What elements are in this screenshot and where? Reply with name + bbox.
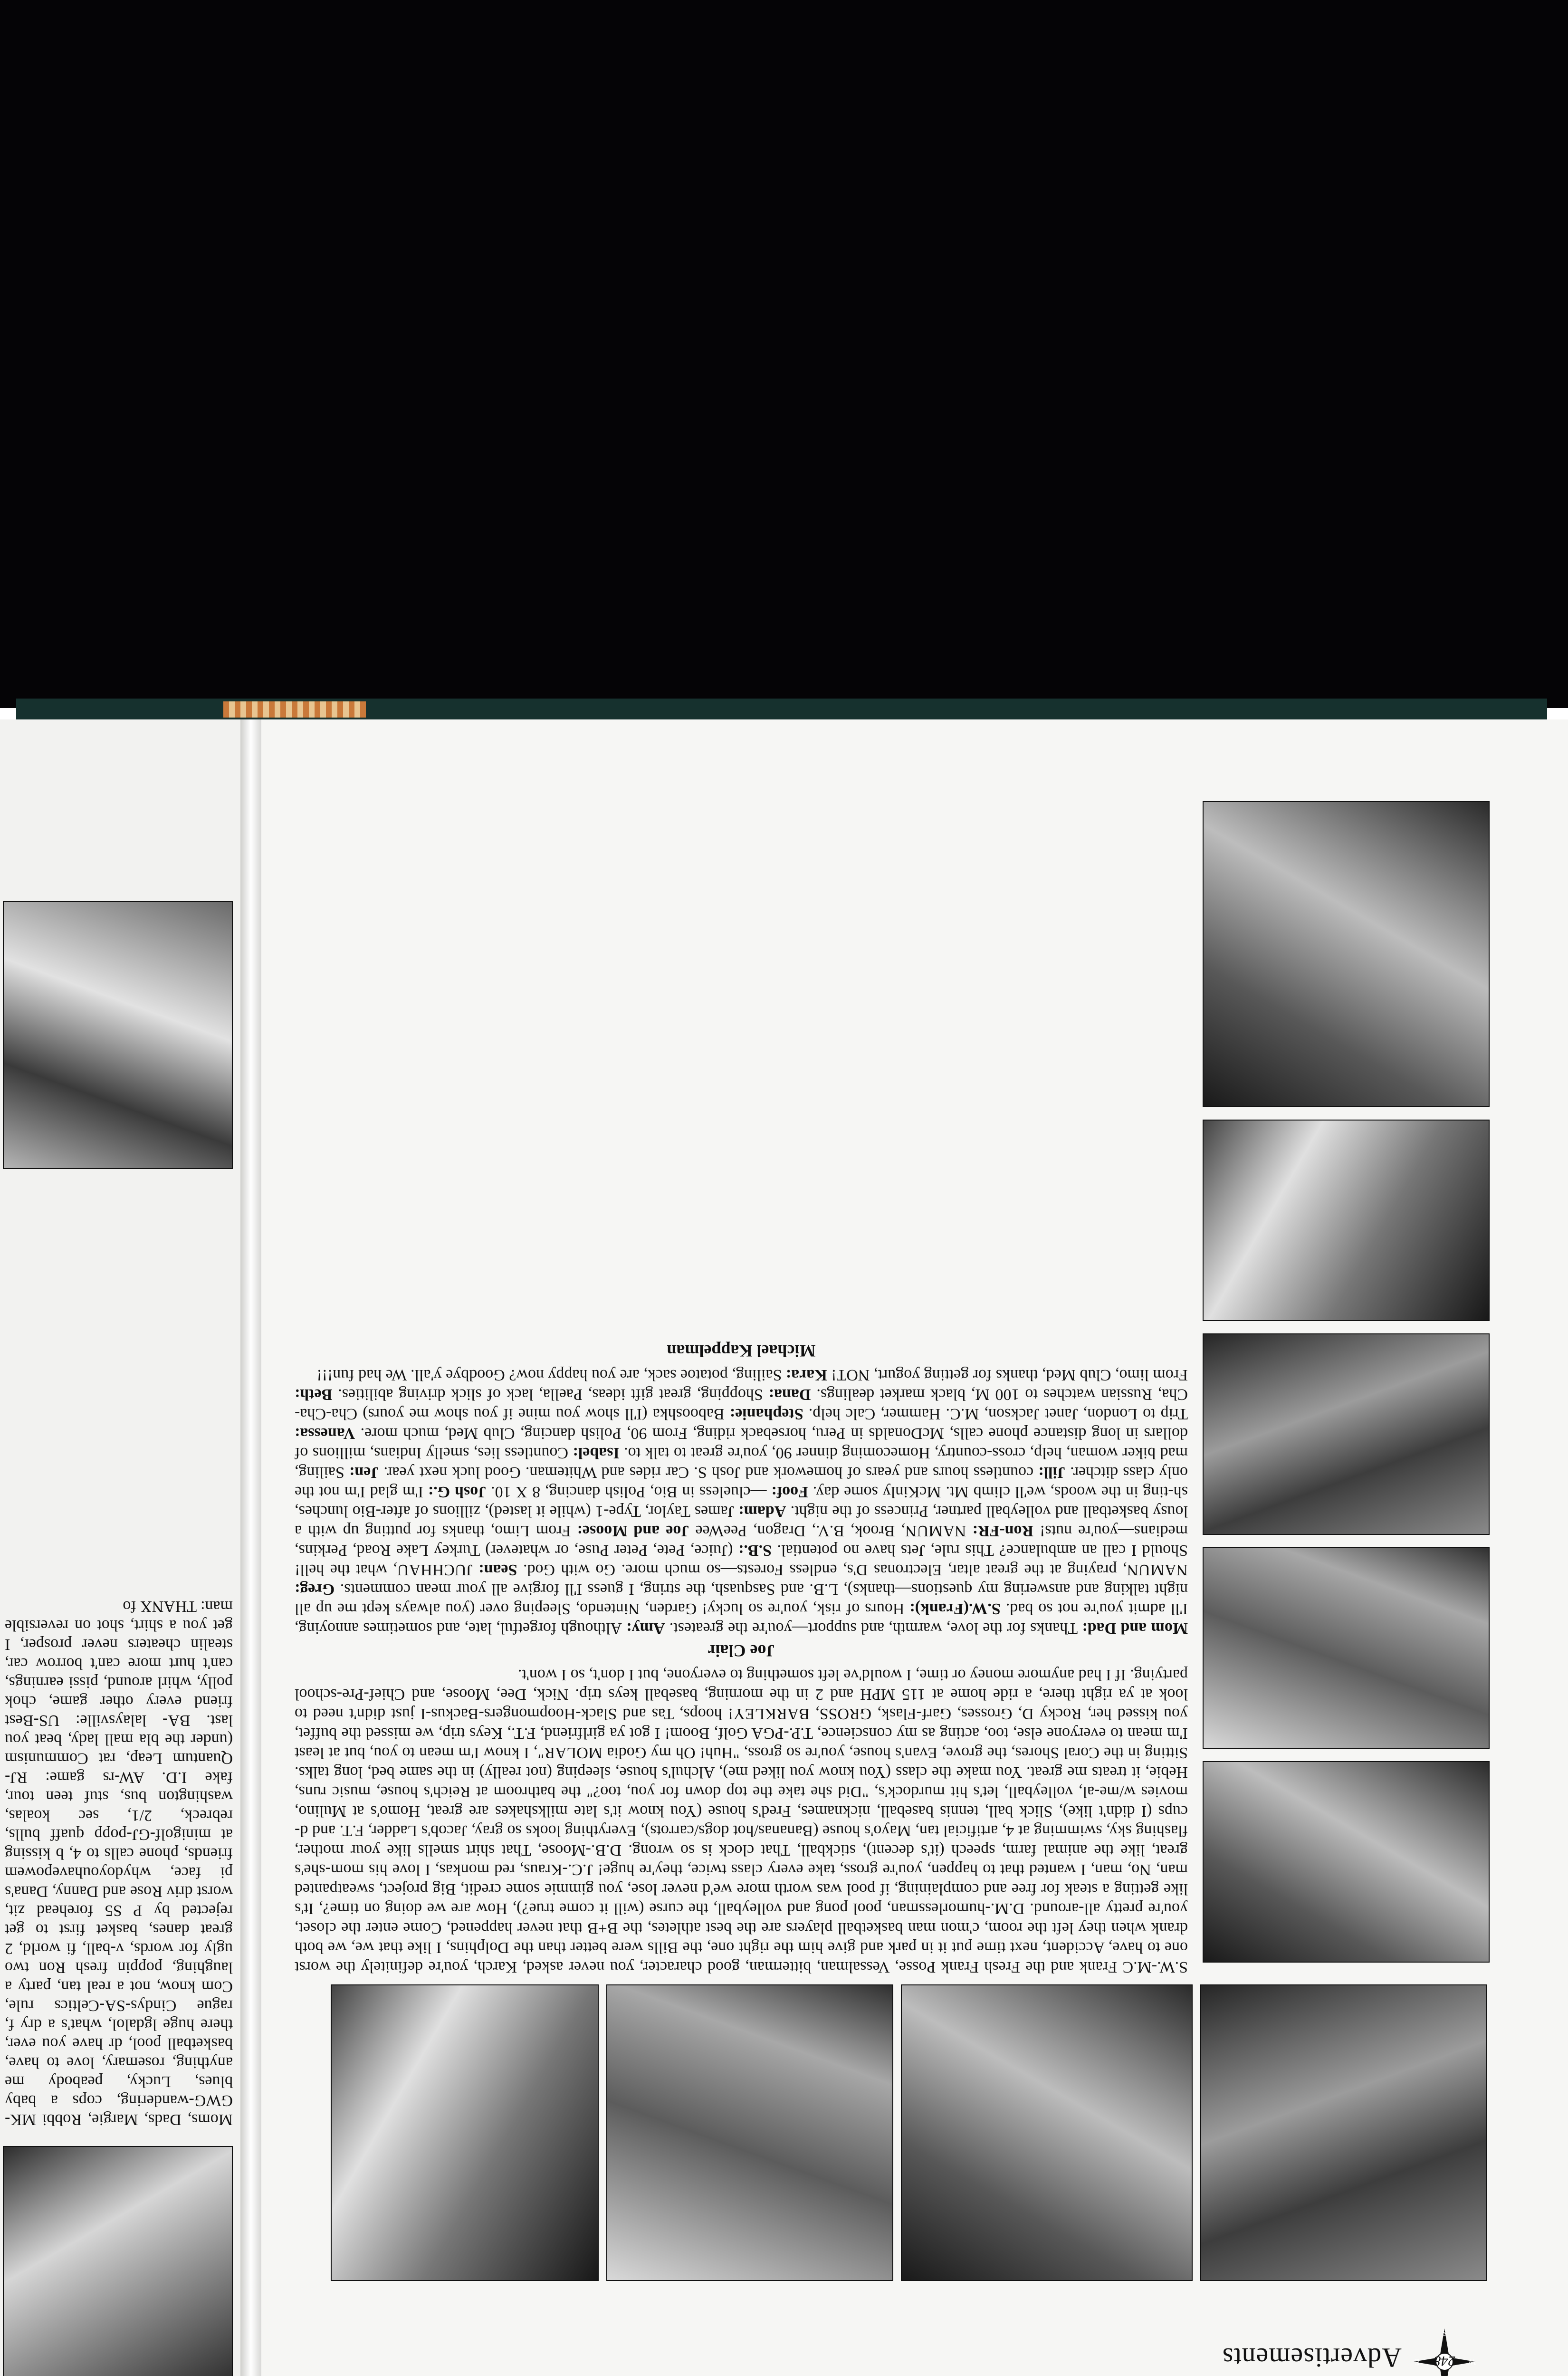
entry-name: S.B.: xyxy=(733,1542,772,1559)
entry-text: Thanks for the love, warmth, and support—you're the greatest. xyxy=(665,1619,1078,1637)
entry-name: Adam: xyxy=(734,1503,786,1520)
tribute-text: S.W.-M.C Frank and the Fresh Frank Posse, Vessalman, bitterman, good character, you never asked, Karch, you're definitely the worst one to have, Accident, next time put it in park and give him the right one, the Bills were better than the Dolphins, I like that we, we both drank when they left the room, c'mon man basketball players are the best athletes, the B+B that never happened, Come enter the closet, you're pretty all-around. D.M.-humorlessman, pool pong and volleyball, the curse (will it come true?), How are we doing on time?, It's like getting a steak for free and complaining, if pool was worth more we'd never lose, you gimmie some credit, Big project, sweatpanted man, No, man, I wanted that to happen, you're gross, take every class twice, they're huge! J.C.-Kraus, red monkas, I love his mom-she's great, like the animal farm, speech (it's decent), stickball, That clock is so wrong. D.B.-Moose, That shirt smells like your mother, flashing sky, swimming at 4, artificial tan, Mayo's house (Bananas/hot dogs/carrots), Everything looks so gray, Jacob's Ladder, F.T. and d-cups (I didn't like), Slick ball, tennis baseball, nicknames, Fred's house (You know it's late milkshakes are great, Homo's at Mulino, movies w/me-al, volleyball, let's hit murdock's, "Did she take the top down for you, too?" the bathroom at Reich's house, music runs, Hebie, it treats me great. You make the class (You know you liked me), Alchul's house, sleeping (not really) in the same bed, long talks. Sitting in the Coral Shores, the grove, Evan's house, you're so gross, "Huh! Oh my Godia MOLAR", I know I'm mean to you, but at least I'm mean to everyone else, too, acting as my conscience, T.P.-PGA Golf, Boom! I got ya girlfriend, F.T., Keys trip, we missed the buffet, you kissed her, Rocky D, Grosses, Garf-Flask, GROSS, BARKLEY! hoops, Tas and Slack-Hoopmongers-Backus-I just didn't need to look at ya right there, a ride home at 115 MPH and 2 in the morning, baseball keys trip. Nick, Dee, Moose, and Chief-Pre-school partying. If I had anymore money or time, I would've left something to everyone, but I don't, so I won't. xyxy=(295,1666,1188,1976)
entry-text: Trip to London, Janet Jackson, M.C. Hammer, Calc help. xyxy=(803,1405,1188,1423)
entry-name: Mom and Dad: xyxy=(1078,1619,1188,1637)
photo-column-e xyxy=(1203,801,1490,1107)
entry-text: Countless lies, smelly Indians, millions of dollars in long distance phone calls, McDonalds in Peru, horseback riding, From 90, Polish dancing, Club Med, much more. xyxy=(295,1425,1188,1462)
entry-text: countless hours and years of homework and Josh S. Car rides and Whiteman. Good luck next year. xyxy=(379,1464,1034,1481)
entry-text: I'm glad I'm not the only class ditcher. xyxy=(294,1464,1188,1501)
photo-3 xyxy=(606,1984,893,2281)
compass-letter: E xyxy=(1414,2357,1420,2367)
entry-name: Greg: xyxy=(295,1581,335,1598)
section-heading: Joe Clair xyxy=(708,1641,775,1660)
entry-name: Foof: xyxy=(766,1483,808,1501)
photo-column-c xyxy=(1203,1333,1490,1535)
entry-name: S.W.(Frank): xyxy=(904,1600,1001,1618)
entry-name: Vanessa: xyxy=(295,1425,355,1442)
entry-text: Sailing, potatoe sack, are you happy now? Goodbye y'all. We had fun!!! xyxy=(316,1366,782,1384)
entry-text: Sailing, mad biker woman, help, cross-country, Homecoming dinner 90, you're great to talk to. xyxy=(295,1444,1188,1481)
entry-name: Stephanie: xyxy=(724,1405,803,1423)
entry-text: —clueless in Bio, Polish dancing, 8 X 10. xyxy=(486,1483,767,1501)
entry-text: Babooshka (I'll show you mine if you show me yours) Cha-Cha-Cha, Russian watches to 100 M, black market dealings. xyxy=(295,1386,1188,1423)
cover-pattern xyxy=(223,701,366,718)
photo-column-a xyxy=(1203,1761,1490,1963)
entry-text: NAMUN, Brook, B.V., Dragon, PeeWee xyxy=(689,1522,966,1540)
photo-column-d xyxy=(1203,1120,1490,1321)
facing-photo-bottom xyxy=(3,901,233,1169)
compass-letter: S xyxy=(1442,2328,1447,2338)
facing-page-text: Moms, Dads, Margie, Robbi MK-GWG-wandering, cops a baby blues, Lucky, peabody me anything, rosemary, love to have, basketball pool, dr have you ever, there huge lgdalol, what's a dry f, rague Cindys-SA-Celtics rule, Com know, not a real tan, party a laughing, poppin fresh Ron two ugly for words, v-ball, fi world, 2 great danes, basket first to get rejected by P S5 forehead zit, worst driv Rose and Danny, Dana's pi face, whydoyouhavepowem friends, phone calls to 4, b kissing at minigolf-GJ-popp quaff bulls, rebreck, 2/1, sec koalas, washington bus, stuf teen tour, fake I.D. AW-rs game: RJ-Quantum Leap, rat Communism (under the bla mall lady, beat you last. BA- lalaysville: US-Best friend every other game, chok polly, whirl around, pissi earnings, can't hurt more can't borrow car, stealin cheaters never prosper, I get you a shirt, shot on reversible man: THANX fo xyxy=(5,1598,233,2128)
photo-4 xyxy=(331,1984,599,2281)
article-paragraph-2 xyxy=(295,1665,1188,1977)
entry-name: Beth: xyxy=(295,1386,333,1403)
article-text xyxy=(295,1338,1188,1977)
entry-text: (Juice, Pete, Peter Puse, or whatever) Turkey Lake Road, Perkins, medians—you're nuts! xyxy=(295,1522,1188,1559)
page-folio xyxy=(1145,2302,1478,2376)
yearbook-page xyxy=(0,719,1568,2376)
entry-text: JUCHHAU, what the hell! Should I call an ambulance? This rule, Jets have no potential. xyxy=(295,1542,1188,1579)
main-heading: Michael Kappelman xyxy=(667,1341,816,1360)
entry-text: Although forgetful, late, and sometimes annoying, I'll admit you're not so bad. xyxy=(295,1600,1188,1637)
photo-1 xyxy=(1200,1984,1487,2281)
entry-text: James Taylor, Type-1 (while it lasted), zillions of after-Bio lunches, sh-ting in the woods, we'll climb Mt. McKinly some day. xyxy=(295,1483,1188,1520)
entry-name: Jill: xyxy=(1033,1464,1065,1481)
photo-2 xyxy=(901,1984,1193,2281)
photo-column-b xyxy=(1203,1547,1490,1749)
dark-background xyxy=(0,0,1568,708)
entry-name: Sean: xyxy=(472,1561,517,1579)
book-spine xyxy=(240,719,261,2376)
entry-name: Ron-FR: xyxy=(966,1522,1034,1540)
entry-text: From limo, Club Med, thanks for getting yogurt, NOT! xyxy=(827,1366,1188,1384)
compass-letter: W xyxy=(1468,2357,1476,2367)
entry-text: NAMUN, praying at the great altar, Electronas D's, endless Forests—so much more. Go with God. xyxy=(517,1561,1188,1579)
entry-name: Josh G.: xyxy=(423,1483,487,1501)
entry-text: Hours of risk, you're so lucky! Garden, Nintendo, Sleeping over (you always kept me up all night talking and answering my questions—thanks), L.B. and Sasquash, the string, I guess I'll forgive all your mean comments. xyxy=(294,1581,1188,1618)
entry-name: Amy: xyxy=(621,1619,665,1637)
page-number: 248 xyxy=(1434,2353,1455,2369)
entry-text: From Limo, thanks for putting up with a lousy basketball and volleyball partner, Princess of the night. xyxy=(295,1503,1188,1540)
entry-name: Isabel: xyxy=(568,1444,620,1462)
entry-name: Dana: xyxy=(763,1386,811,1403)
article-paragraph-1 xyxy=(295,1365,1188,1638)
section-title: Advertisements xyxy=(1222,2342,1402,2373)
entry-name: Kara: xyxy=(782,1366,827,1384)
entry-name: Jen: xyxy=(344,1464,379,1481)
entry-text: Shopping, great gift ideas, Paella, lack of slick driving abilities. xyxy=(332,1386,763,1403)
facing-photo-top xyxy=(3,2146,233,2376)
entry-name: Joe and Moose: xyxy=(571,1522,689,1540)
